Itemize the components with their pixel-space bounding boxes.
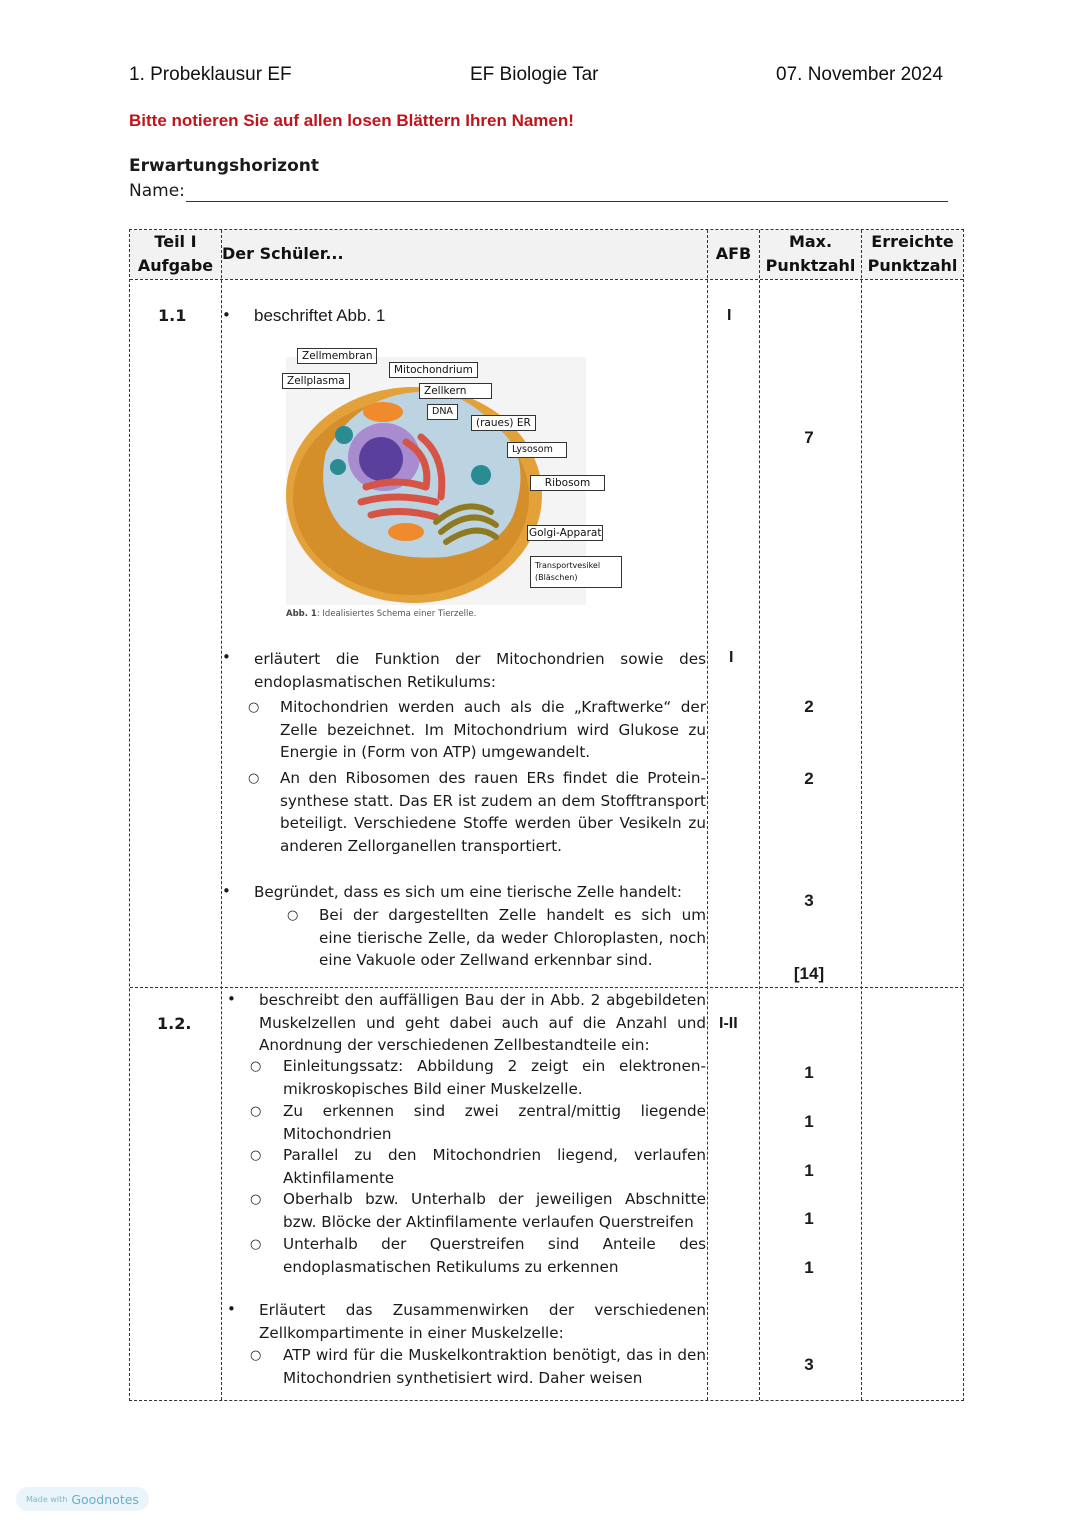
watermark-brand: Goodnotes: [71, 1491, 139, 1507]
row-divider: [130, 279, 963, 280]
label-dna: DNA: [427, 404, 458, 420]
circle-bullet-icon: ○: [287, 908, 299, 923]
circle-bullet-icon: ○: [250, 1348, 262, 1363]
label-er: (raues) ER: [471, 415, 536, 431]
bullet-icon: •: [222, 306, 231, 324]
criterion-text: Erläutert das Zusammenwirken der verschiedenen Zellkompartimente in einer Muskelzelle:: [259, 1301, 706, 1342]
criterion-text: erläutert die Funktion der Mitochondrien sowie des endoplasmatischen Retikulums:: [254, 650, 706, 691]
label-vesikel-line1: Transportvesikel: [535, 561, 601, 570]
circle-bullet-icon: ○: [250, 1059, 262, 1074]
figure-caption: [286, 609, 476, 619]
afb-level: I: [727, 307, 732, 324]
watermark-prefix: Made with: [26, 1494, 68, 1504]
label-mitochondrium: Mitochondrium: [389, 362, 478, 378]
circle-bullet-icon: ○: [250, 1237, 262, 1252]
header-max-line2: Punktzahl: [765, 256, 856, 275]
row-divider: [130, 987, 963, 988]
subcriterion-text: Unterhalb der Querstreifen sind Anteile des endoplasmatischen Retikulums zu erkennen: [283, 1235, 706, 1276]
max-points: 2: [804, 697, 814, 716]
column-divider: [221, 230, 222, 1400]
caption-label: Abb. 1: [286, 609, 317, 619]
column-divider: [707, 230, 708, 1400]
header-exam-title: 1. Probeklausur EF: [129, 64, 292, 85]
label-golgi: Golgi-Apparat: [529, 527, 602, 539]
max-points: 3: [804, 1355, 814, 1374]
criterion-text: beschreibt den auffälligen Bau der in Abb. 2 abgebildeten Muskelzellen und geht dabei auch auf die Anzahl und Anordnung der verschiedenen Zellbestandteile ein:: [259, 991, 706, 1054]
task-number: 1.1: [158, 306, 187, 325]
label-zellmembran: Zellmembran: [297, 348, 377, 364]
header-course: EF Biologie Tar: [470, 64, 599, 85]
header-achieved-points: [862, 230, 963, 278]
header-aufgabe: [130, 230, 221, 278]
header-schueler: Der Schüler...: [222, 244, 344, 263]
header-max-points: [760, 230, 861, 278]
afb-level: I: [729, 649, 734, 666]
subcriterion-text: Bei der dargestellten Zelle handelt es sich um eine tierische Zelle, da weder Chloroplasten, noch eine Vakuole oder Zellwand erkennbar sind.: [319, 906, 706, 969]
circle-bullet-icon: ○: [250, 1104, 262, 1119]
max-points: 2: [804, 769, 814, 788]
circle-bullet-icon: ○: [250, 1148, 262, 1163]
subcriterion-text: Mitochondrien werden auch als die „Kraftwerke“ der Zelle bezeichnet. Im Mitochondrium wird Glukose zu Energie in (Form von ATP) umgewandelt.: [280, 698, 706, 761]
goodnotes-watermark: [16, 1487, 149, 1511]
max-points: 1: [804, 1209, 814, 1228]
criterion-text: beschriftet Abb. 1: [254, 306, 386, 325]
circle-bullet-icon: ○: [250, 1192, 262, 1207]
afb-level: I-II: [719, 1015, 738, 1032]
subcriterion-text: ATP wird für die Muskelkontraktion benötigt, das in den Mitochondrien synthetisiert wird. Daher weisen: [283, 1346, 706, 1387]
name-warning: Bitte notieren Sie auf allen losen Blättern Ihren Namen!: [129, 111, 574, 130]
header-achieved-line2: Punktzahl: [867, 256, 958, 275]
max-points: 3: [804, 891, 814, 910]
subcriterion-text: An den Ribosomen des rauen ERs findet die Protein-synthese statt. Das ER ist zudem an dem Stofftransport beteiligt. Verschiedene Stoffe werden über Vesikeln zu anderen Zellorganellen transportiert.: [280, 769, 706, 855]
criterion-text: Begründet, dass es sich um eine tierische Zelle handelt:: [254, 883, 682, 901]
subcriterion-text: Zu erkennen sind zwei zentral/mittig liegende Mitochondrien: [283, 1102, 706, 1143]
subcriterion-text: Parallel zu den Mitochondrien liegend, verlaufen Aktinfilamente: [283, 1146, 706, 1187]
label-zellkern: Zellkern: [419, 383, 492, 399]
bullet-icon: •: [222, 648, 231, 666]
max-points: 7: [804, 428, 814, 447]
total-points: [14]: [793, 964, 825, 983]
document-title: Erwartungshorizont: [129, 156, 319, 176]
header-max-line1: Max.: [788, 232, 833, 251]
circle-bullet-icon: ○: [248, 700, 260, 715]
label-lysosom: Lysosom: [507, 442, 567, 458]
name-label: Name:: [129, 181, 185, 201]
subcriterion-text: Oberhalb bzw. Unterhalb der jeweiligen Abschnitte bzw. Blöcke der Aktinfilamente verlaufen Querstreifen: [283, 1190, 706, 1231]
label-transportvesikel: [530, 556, 622, 588]
header-aufgabe-line2: Aufgabe: [137, 256, 214, 275]
label-ribosom: Ribosom: [530, 475, 605, 491]
label-vesikel-line2: (Bläschen): [535, 573, 578, 582]
column-divider: [861, 230, 862, 1400]
max-points: 1: [804, 1161, 814, 1180]
header-aufgabe-line1: Teil I: [154, 232, 197, 251]
circle-bullet-icon: ○: [248, 771, 260, 786]
label-zellplasma: Zellplasma: [282, 373, 350, 389]
header-afb: AFB: [715, 244, 752, 263]
header-date: 07. November 2024: [776, 64, 943, 85]
task-number: 1.2.: [157, 1014, 192, 1033]
bullet-icon: •: [222, 882, 231, 900]
max-points: 1: [804, 1258, 814, 1277]
max-points: 1: [804, 1112, 814, 1131]
subcriterion-text: Einleitungssatz: Abbildung 2 zeigt ein elektronen-mikroskopisches Bild einer Muskelzelle.: [283, 1057, 706, 1098]
caption-text: : Idealisiertes Schema einer Tierzelle.: [316, 609, 477, 619]
bullet-icon: •: [227, 1300, 236, 1318]
header-achieved-line1: Erreichte: [871, 232, 954, 251]
name-field[interactable]: [186, 201, 948, 202]
max-points: 1: [804, 1063, 814, 1082]
bullet-icon: •: [227, 990, 236, 1008]
